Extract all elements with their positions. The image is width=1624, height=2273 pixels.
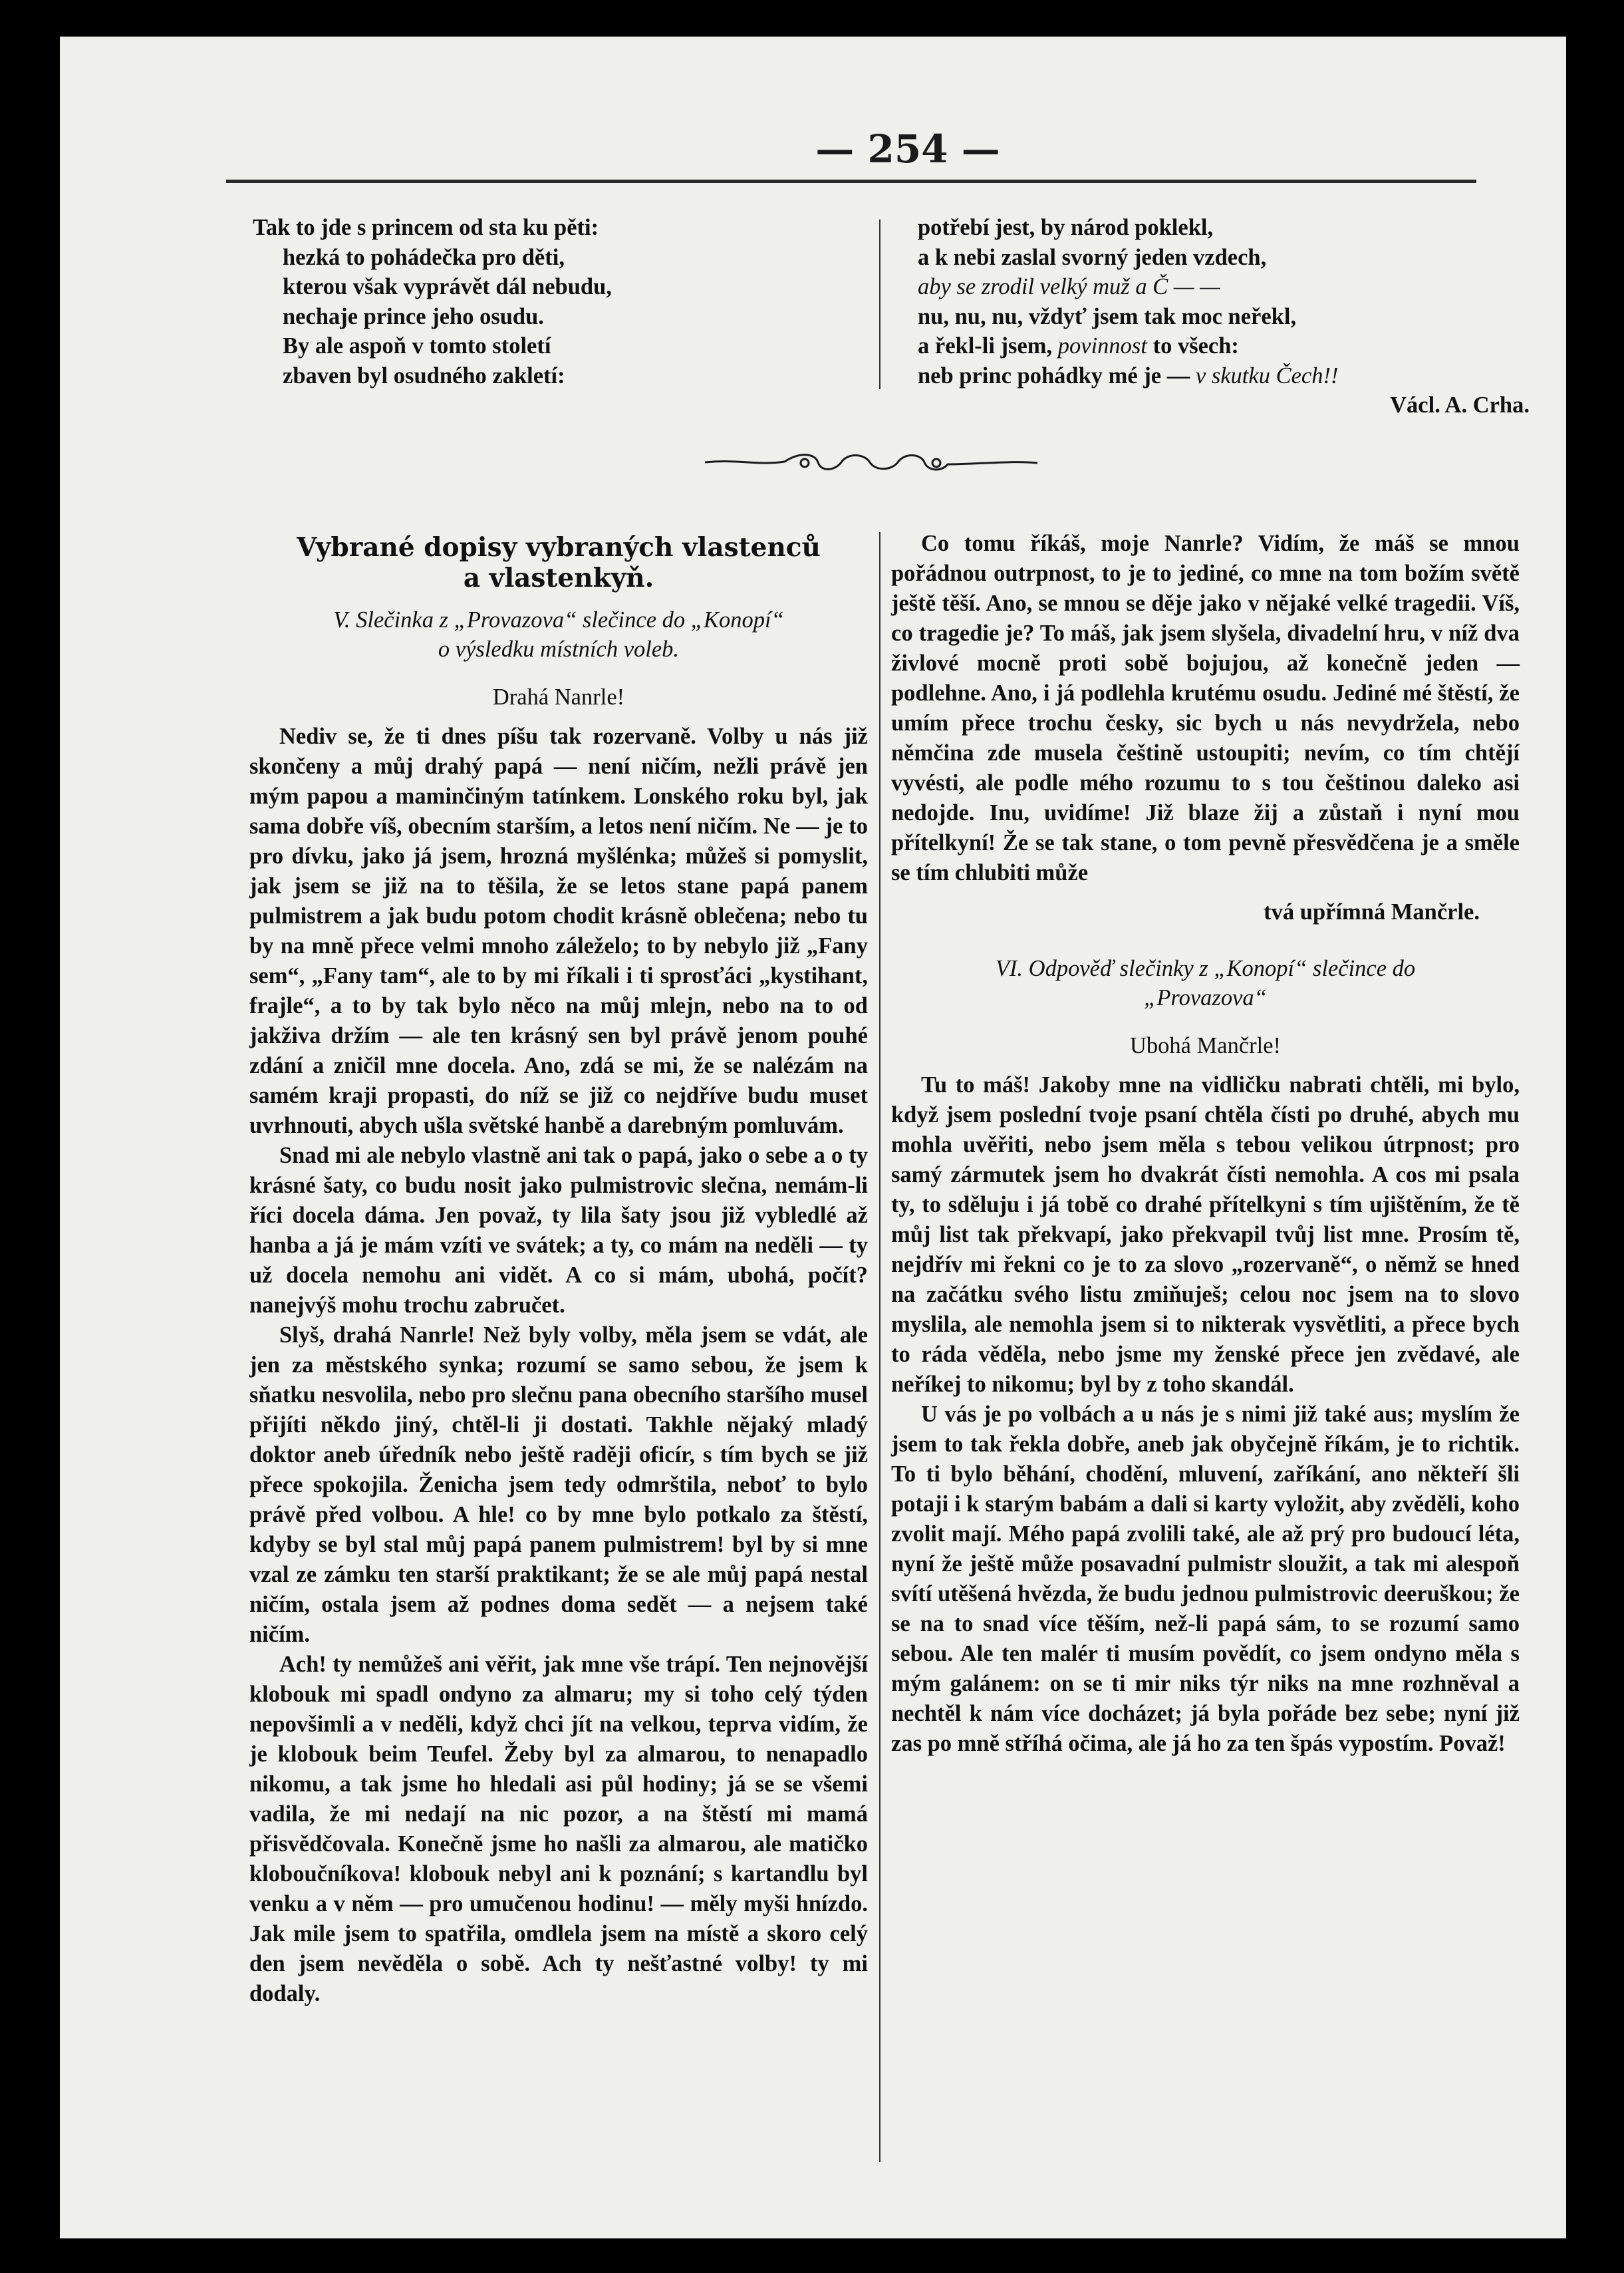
poem-line: nechaje prince jeho osudu.: [283, 303, 544, 329]
poem-line: kterou však vyprávět dál nebudu,: [283, 274, 612, 299]
letter-heading: [891, 954, 1520, 1012]
paragraph: Snad mi ale nebylo vlastně ani tak o papá, jako o sebe a o ty krásné šaty, co budu nosit jako pulmistrovic slečna, nemám-li říci docela dáma. Jen považ, ty lila šaty jsou již vybledlé až hanba a já je mám vzíti ve svátek; a ty, co mám na neděli — ty už docela nemohu ani vidět. A co si mám, ubohá, počít? nanejvýš mohu trochu zabručet.: [249, 1143, 868, 1318]
letter-heading-line: VI. Odpověď slečinky z „Konopí“ slečince do: [995, 956, 1416, 981]
page-number: — 254 —: [815, 126, 1000, 172]
poem-left-column: [253, 213, 891, 390]
poem-line: hezká to pohádečka pro děti,: [283, 244, 565, 270]
letter-greeting: Ubohá Mančrle!: [1129, 1033, 1282, 1058]
paragraph: Ach! ty nemůžeš ani věřit, jak mne vše trápí. Ten nejnovější klobouk mi spadl ondyno za almaru; my si toho celý týden nepovšimli a v neděli, když chci jít na velkou, teprva vidím, že je klobouk beim Teufel. Žeby byl za almarou, to nenapadlo nikomu, a tak jsme ho hledali asi půl hodiny; já se se všemi vadila, že mi nedají na nic pozor, a na štěstí mi mamá přisvědčovala. Konečně jsme ho našli za almarou, ale matičko kloboučníkova! klobouk nebyl ani k poznání; s kartandlu byl venku a v něm — pro umučenou hodinu! — měly myši hnízdo. Jak mile jsem to spatřila, omdlela jsem na místě a skoro celý den jsem nevěděla o sobě. Ach ty nešťastné volby! ty mi dodaly.: [249, 1652, 868, 2006]
letter-heading: [249, 605, 868, 664]
poem-fragment: povinnost: [1057, 333, 1147, 359]
article-title-line: a vlastenkyň.: [463, 563, 654, 593]
paragraph: Tu to máš! Jakoby mne na vidličku nabrati chtěli, mi bylo, když jsem poslední tvoje psaní chtěla čísti po druhé, abych mu mohla uvěřiti, nebo jsem měla s tebou velikou útrpnost; pro samý zármutek jsem ho dvakrát čísti nemohla. A cos mi psala ty, to sděluju i já tobě co drahé přítelkyni s tím ujištěním, že tě můj list tak překvapí, jako překvapil tvůj list mne. Prosím tě, nejdřív mi řekni co je to za slovo „rozervaně“, o němž se hned na začátku svého listu zmiňuješ; celou noc jsem na to slovo myslila, ale nemohla jsem si to nikterak vysvětliti, a přece bych to ráda věděla, nebo jsme my ženské přece jen zvědavé, ale neříkej to nikomu; byl by z toho skandál.: [891, 1072, 1520, 1397]
newspaper-page: [60, 37, 1566, 2238]
paragraph: Slyš, drahá Nanrle! Než byly volby, měla jsem se vdát, ale jen za městského synka; rozumí se samo sebou, že jsem k sňatku nesvolila, nebo pro slečnu pana obecního staršího musel přijíti někdo jiný, chtěl-li ji dostati. Takhle nějaký mladý doktor aneb úředník nebo ještě raději oficír, s tím bych se již přece spokojila. Ženicha jsem tedy odmrštila, neboť to bylo právě před volbou. A hle! co by mne bylo potkalo za štěstí, kdyby se byl stal můj papá panem pulmistrem! byl by si mne vzal ze zámku ten starší praktikant; že se ale můj papá nestal ničím, ostala jsem až podnes doma sedět — a nejsem také ničím.: [249, 1322, 868, 1647]
letter-heading-line: „Provazova“: [1144, 985, 1267, 1010]
poem-fragment: v skutku Čech!!: [1195, 363, 1339, 388]
poem-fragment: to všech:: [1152, 333, 1239, 359]
poem-divider: [879, 220, 880, 389]
letter-heading-line: o výsledku místních voleb.: [438, 637, 680, 662]
poem-line: [918, 331, 1556, 361]
letter-signature: tvá upřímná Mančrle.: [1264, 899, 1480, 925]
paragraph: Co tomu říkáš, moje Nanrle? Vidím, že máš se mnou pořádnou outrpnost, to je to jediné, co mne na tom božím světě ještě těší. Ano, se mnou se děje jako v nějaké velké tragedii. Víš, co tragedie je? To máš, jak jsem slyšela, divadelní hru, v níž dva živlové mocně proti sobě bojujou, až konečně jeden — podlehne. Ano, i já podlehla krutému osudu. Jediné mé štěstí, že umím přece trochu česky, sic bych u nás nevydržela, nebo němčina zde musela češtině ustoupiti; nevím, co tím chtějí vyvésti, ale podle mého rozumu to s tou češtinou daleko asi nedojde. Inu, uvidíme! Již blaze žij a zůstaň i nyní mou přítelkyní! Že se tak stane, o tom pevně přesvědčena je a směle se tím chlubiti může: [891, 531, 1520, 885]
poem-line: By ale aspoň v tomto století: [283, 333, 551, 359]
paragraph: Nediv se, že ti dnes píšu tak rozervaně. Volby u nás již skončeny a můj drahý papá — není ničím, nežli právě jen mým papou a maminčiným tatínkem. Lonského roku byl, jak sama dobře víš, obecním starším, a letos není ničím. Ne — je to pro dívku, jako já jsem, hrozná myšlénka; můžeš si pomyslit, jak jsem se již na to těšila, že se letos stane papá panem pulmistrem a jak budu potom chodit krásně oblečena; nebo tu by na mně přece velmi mnoho záleželo; to by nebylo již „Fany sem“, „Fany tam“, ale to by mi říkali i ti sprosťáci „kystihant, frajle“, a to by tak bylo něco na můj mlejn, nebo na to od jakživa držím — ale ten krásný sen byl právě jenom pouhé zdání a zničil mne docela. Ano, zdá se mi, že se nalézám na samém kraji propasti, do níž se již co nejdříve budu muset uvrhnouti, abych ušla světské hanbě a darebným pomluvám.: [249, 724, 868, 1138]
poem-line: [918, 361, 1556, 391]
right-column: [891, 529, 1520, 1759]
decorative-ornament: [698, 439, 1044, 486]
poem-line: potřebí jest, by národ poklekl,: [918, 215, 1214, 240]
column-divider: [879, 532, 880, 2162]
article-title: [249, 532, 868, 593]
poem-line: Tak to jde s princem od sta ku pěti:: [253, 215, 599, 240]
poem-line: zbaven byl osudného zakletí:: [283, 363, 565, 388]
letter-heading-line: V. Slečinka z „Provazova“ slečince do „Konopí“: [333, 607, 784, 633]
poem-line: aby se zrodil velký muž a Č — —: [918, 274, 1220, 299]
paragraph: U vás je po volbách a u nás je s nimi již také aus; myslím že jsem to tak řekla dobře, aneb jak obyčejně říkám, je to richtik. To ti bylo běhání, chodění, mluvení, zaříkání, ano někteří šli potaji i k starým babám a dali si karty vyložit, aby zvěděli, koho zvolit mají. Mého papá zvolili také, ale až prý pro budoucí léta, nyní že ještě může posavadní pulmistr sloužit, a tak mi alespoň svítí utěšená hvězda, že budu jednou pulmistrovic deeruškou; že se na to snad více těším, než-li papá sám, to se rozumí samo sebou. Ale ten malér ti musím povědít, co jsem ondyno měla s mým galánem: on se ti mir niks týr niks na mne rozhněval a nechtěl k nám více docházet; já byla pořáde bez sebe; nyní již zas po mně stříhá očima, ale já ho za ten špás vypostím. Považ!: [891, 1402, 1520, 1756]
poem-fragment: a řekl-li jsem,: [918, 333, 1053, 359]
poem-right-column: [918, 213, 1556, 420]
left-column: [249, 529, 868, 2009]
poem-line: a k nebi zaslal svorný jeden vzdech,: [918, 244, 1267, 270]
header-rule: [226, 180, 1476, 183]
poem-signature: Václ. A. Crha.: [1390, 392, 1530, 418]
article-title-line: Vybrané dopisy vybraných vlastenců: [297, 532, 821, 563]
poem-line: nu, nu, nu, vždyť jsem tak moc neřekl,: [918, 303, 1297, 329]
letter-greeting: Drahá Nanrle!: [492, 684, 625, 710]
poem-fragment: neb princ pohádky mé je —: [918, 363, 1190, 388]
